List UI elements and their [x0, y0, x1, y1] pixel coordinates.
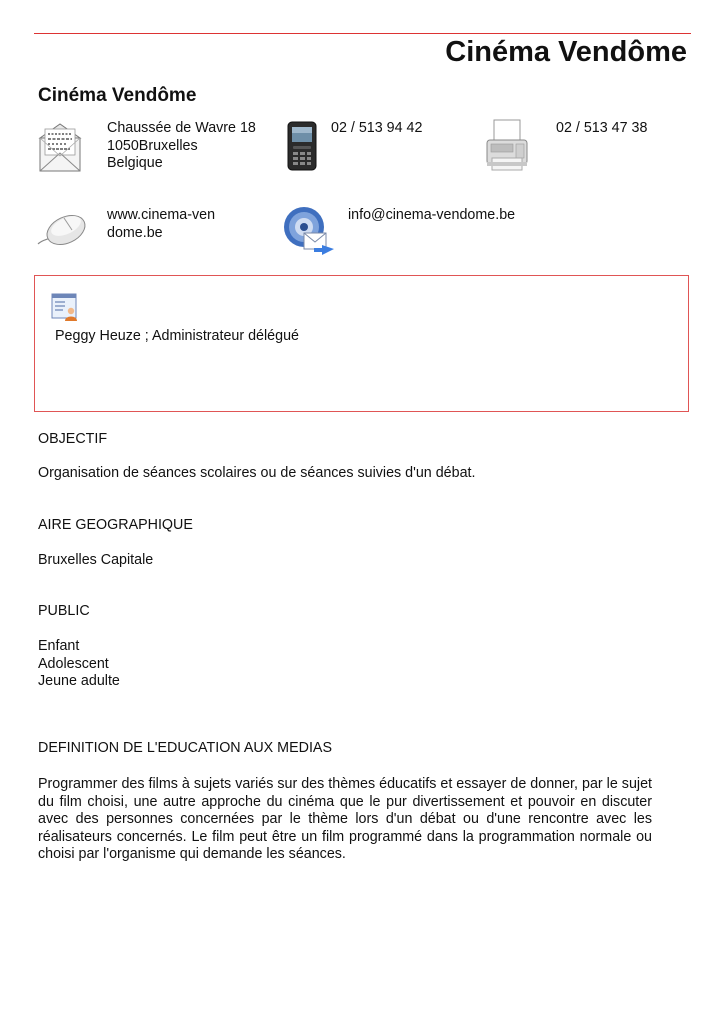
email-link[interactable]: info@cinema-vendome.be	[348, 207, 516, 223]
definition-heading: DEFINITION DE L'EDUCATION AUX MEDIAS	[38, 740, 333, 756]
phone-number: 02 / 513 94 42	[331, 120, 423, 136]
header-rule	[34, 33, 691, 34]
fax-number: 02 / 513 47 38	[556, 120, 648, 136]
address-street: Chaussée de Wavre 18	[107, 120, 256, 136]
organisation-name: Cinéma Vendôme	[38, 85, 197, 106]
contact-card-icon	[51, 292, 79, 322]
website-link[interactable]	[107, 207, 215, 242]
public-list	[38, 638, 120, 691]
mouse-icon	[36, 210, 88, 250]
objectif-heading: OBJECTIF	[38, 431, 108, 447]
website-line-1: www.cinema-ven	[107, 207, 216, 223]
public-item: Enfant	[38, 638, 80, 654]
address-block	[107, 120, 256, 173]
aire-heading: AIRE GEOGRAPHIQUE	[38, 517, 193, 533]
public-item: Jeune adulte	[38, 673, 120, 689]
letter-icon	[38, 120, 84, 174]
email-icon	[282, 205, 336, 259]
website-line-2: dome.be	[107, 224, 163, 241]
definition-text: Programmer des films à sujets variés sur des thèmes éducatifs et essayer de donner, par le sujet du film choisi, une autre approche du cinéma que le pur divertissement et pouvoir en discuter avec des personnes concernées par le thème lors d'un débat ou d'une rencontre avec les réalisateurs concernés. Le film peut être un film programmé dans la programmation normale ou choisi par l'organisme qui demande les séances.	[38, 776, 652, 862]
address-country: Belgique	[107, 155, 163, 171]
public-item: Adolescent	[38, 655, 109, 672]
page-title: Cinéma Vendôme	[445, 36, 687, 68]
contact-person: Peggy Heuze ; Administrateur délégué	[55, 328, 299, 344]
aire-text: Bruxelles Capitale	[38, 552, 154, 568]
objectif-text: Organisation de séances scolaires ou de séances suivies d'un débat.	[38, 465, 476, 481]
fax-icon	[483, 118, 531, 174]
address-city: 1050Bruxelles	[107, 137, 198, 154]
phone-icon	[285, 120, 319, 172]
public-heading: PUBLIC	[38, 603, 90, 619]
